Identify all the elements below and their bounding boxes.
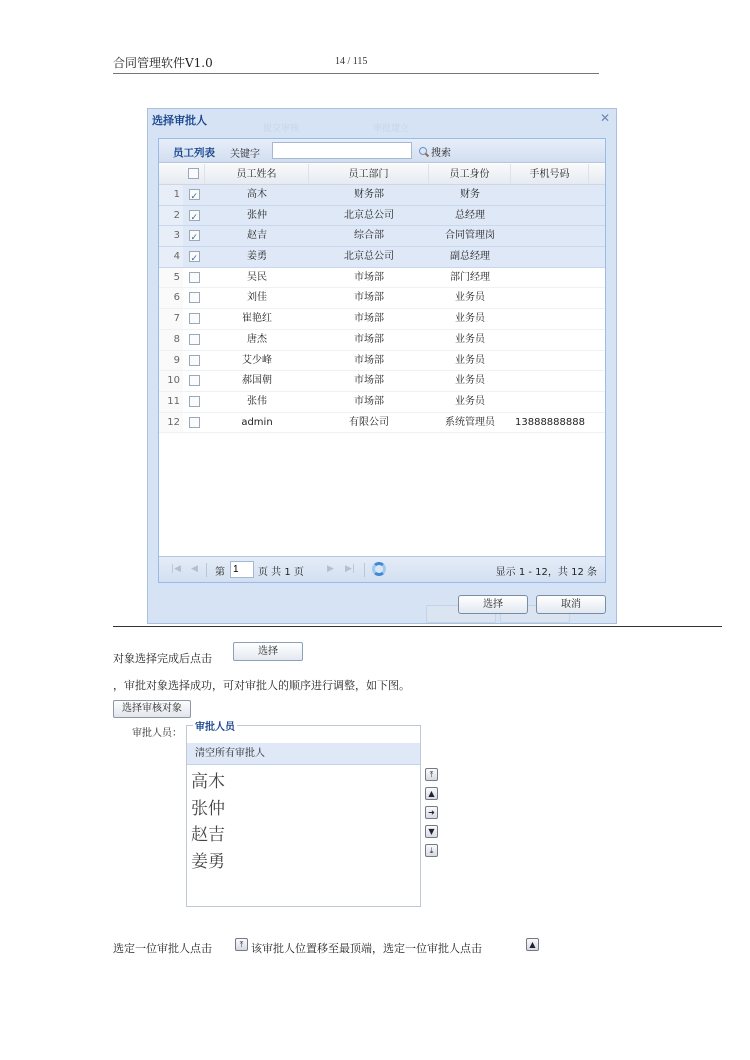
- row-number: 1: [159, 185, 183, 205]
- cell-role: 部门经理: [450, 271, 490, 283]
- select-button[interactable]: 选择: [458, 595, 528, 614]
- pager-divider: [364, 563, 365, 577]
- pager: [159, 556, 605, 582]
- first-page-icon[interactable]: |◀: [171, 564, 181, 574]
- approver-label: 审批人员：: [132, 728, 182, 739]
- cell-dept: 有限公司: [349, 416, 389, 428]
- row-checkbox-cell[interactable]: [183, 330, 205, 350]
- row-checkbox[interactable]: [189, 313, 200, 324]
- cell-dept: 北京总公司: [344, 209, 394, 221]
- cell-name: 赵吉: [247, 230, 267, 242]
- row-checkbox-cell[interactable]: [183, 226, 205, 246]
- row-number: 9: [159, 351, 183, 371]
- row-checkbox[interactable]: [189, 210, 200, 221]
- cell-phone: [511, 247, 589, 267]
- cell-dept: 市场部: [354, 395, 384, 407]
- move-right-icon[interactable]: ➜: [425, 806, 438, 819]
- instruction-line-3b: 该审批人位置移至最顶端，选定一位审批人点击: [251, 942, 482, 955]
- table-row[interactable]: [159, 309, 605, 330]
- row-number: 12: [159, 413, 183, 433]
- row-checkbox[interactable]: [189, 292, 200, 303]
- cell-name: 刘佳: [247, 292, 267, 304]
- row-checkbox[interactable]: [189, 189, 200, 200]
- cell-name: 崔艳红: [242, 313, 272, 325]
- cell-phone: [511, 288, 589, 308]
- row-number: 5: [159, 268, 183, 288]
- move-top-icon: ⤒: [235, 938, 248, 951]
- header-phone[interactable]: 手机号码: [511, 164, 589, 184]
- page-header: [113, 52, 599, 74]
- table-row[interactable]: [159, 371, 605, 392]
- row-checkbox-cell[interactable]: [183, 247, 205, 267]
- select-all-checkbox[interactable]: [188, 168, 199, 179]
- inline-select-button[interactable]: 选择: [233, 642, 303, 661]
- approver-item[interactable]: 高木: [191, 772, 225, 792]
- move-up-icon[interactable]: ▲: [425, 787, 438, 800]
- cell-name: 张伟: [247, 395, 267, 407]
- row-checkbox-cell[interactable]: [183, 351, 205, 371]
- cell-dept: 综合部: [354, 230, 384, 242]
- table-row[interactable]: [159, 288, 605, 309]
- cell-dept: 市场部: [354, 313, 384, 325]
- search-icon: [419, 147, 429, 157]
- document-title: 合同管理软件V1.0: [113, 56, 213, 70]
- approver-fieldset: [186, 722, 421, 907]
- move-bottom-icon[interactable]: ⤓: [425, 844, 438, 857]
- cell-role: 业务员: [455, 354, 485, 366]
- clear-all-approvers[interactable]: 清空所有审批人: [187, 743, 420, 765]
- instruction-line-3a: 选定一位审批人点击: [113, 942, 212, 955]
- cell-name: 张仲: [247, 209, 267, 221]
- table-row[interactable]: [159, 413, 605, 434]
- cell-phone: [511, 371, 589, 391]
- table-row[interactable]: [159, 226, 605, 247]
- order-buttons: [425, 768, 438, 863]
- header-name[interactable]: 员工姓名: [205, 164, 309, 184]
- approver-item[interactable]: 姜勇: [191, 851, 225, 872]
- cell-dept: 市场部: [354, 354, 384, 366]
- table-row[interactable]: [159, 185, 605, 206]
- cell-dept: 北京总公司: [344, 251, 394, 263]
- employee-list-panel: [158, 138, 606, 583]
- page-prefix: 第: [215, 567, 225, 578]
- approver-item[interactable]: 赵吉: [191, 825, 225, 845]
- horizontal-rule: [113, 626, 722, 627]
- cell-name: 郝国朝: [242, 375, 272, 387]
- cell-phone: [511, 226, 589, 246]
- row-number: 4: [159, 247, 183, 267]
- ghost-tab: 审批建立: [373, 124, 410, 134]
- table-row[interactable]: [159, 268, 605, 289]
- page-number: 14 / 115: [335, 56, 368, 67]
- row-checkbox-cell[interactable]: [183, 185, 205, 205]
- keyword-label: 关键字: [230, 149, 260, 160]
- row-checkbox-cell[interactable]: [183, 309, 205, 329]
- row-checkbox-cell[interactable]: [183, 206, 205, 226]
- next-page-icon[interactable]: ▶: [327, 564, 334, 574]
- header-select-all[interactable]: [183, 164, 205, 184]
- cell-phone: [511, 268, 589, 288]
- keyword-input[interactable]: [272, 142, 412, 159]
- cancel-button[interactable]: 取消: [536, 595, 606, 614]
- page-number-input[interactable]: [230, 561, 254, 578]
- row-number: 3: [159, 226, 183, 246]
- header-dept[interactable]: 员工部门: [309, 164, 429, 184]
- row-number: 6: [159, 288, 183, 308]
- cell-phone: [511, 206, 589, 226]
- row-checkbox[interactable]: [189, 417, 200, 428]
- header-spacer: [589, 164, 605, 184]
- cell-role: 业务员: [455, 292, 485, 304]
- cell-role: 业务员: [455, 333, 485, 345]
- row-number: 10: [159, 371, 183, 391]
- row-checkbox[interactable]: [189, 375, 200, 386]
- grid-body: [159, 185, 605, 433]
- row-checkbox[interactable]: [189, 396, 200, 407]
- grid-header: [159, 164, 605, 185]
- row-checkbox-cell[interactable]: [183, 288, 205, 308]
- row-checkbox-cell[interactable]: [183, 413, 205, 433]
- panel-toolbar: [159, 139, 605, 163]
- move-down-icon[interactable]: ▼: [425, 825, 438, 838]
- row-checkbox[interactable]: [189, 355, 200, 366]
- row-checkbox-cell[interactable]: [183, 268, 205, 288]
- cell-phone: [511, 392, 589, 412]
- row-number: 7: [159, 309, 183, 329]
- row-checkbox[interactable]: [189, 251, 200, 262]
- last-page-icon[interactable]: ▶|: [345, 564, 355, 574]
- cell-name: 艾少峰: [242, 354, 272, 366]
- fieldset-legend: 审批人员: [193, 718, 237, 733]
- table-row[interactable]: [159, 351, 605, 372]
- approver-item[interactable]: 张仲: [191, 798, 225, 819]
- ghost-tab: 提交审核: [263, 124, 300, 134]
- cell-name: 唐杰: [247, 333, 267, 345]
- move-up-icon: ▲: [526, 938, 539, 951]
- cell-dept: 市场部: [354, 271, 384, 283]
- row-number: 2: [159, 206, 183, 226]
- approver-list: [191, 769, 225, 875]
- table-row[interactable]: [159, 330, 605, 351]
- dialog-title: 选择审批人: [152, 114, 207, 127]
- row-number: 11: [159, 392, 183, 412]
- select-approver-dialog: [147, 108, 617, 624]
- cell-role: 业务员: [455, 395, 485, 407]
- cell-dept: 市场部: [354, 292, 384, 304]
- cell-dept: 财务部: [354, 189, 384, 200]
- cell-dept: 市场部: [354, 333, 384, 345]
- display-info: 显示 1 - 12，共 12 条: [495, 567, 597, 578]
- cell-name: 高木: [247, 189, 267, 200]
- cell-role: 业务员: [455, 375, 485, 387]
- row-number: 8: [159, 330, 183, 350]
- search-label: 搜索: [431, 148, 451, 159]
- row-checkbox[interactable]: [189, 334, 200, 345]
- cell-name: 姜勇: [247, 251, 267, 263]
- cell-role: 系统管理员: [445, 416, 495, 428]
- cell-role: 总经理: [455, 209, 485, 221]
- cell-phone: [511, 351, 589, 371]
- close-icon[interactable]: ✕: [599, 111, 611, 125]
- pager-divider: [206, 563, 207, 577]
- header-role[interactable]: 员工身份: [429, 164, 511, 184]
- cell-phone: [511, 309, 589, 329]
- table-row[interactable]: [159, 392, 605, 413]
- search-button[interactable]: [419, 144, 451, 159]
- table-row[interactable]: [159, 206, 605, 227]
- choose-reviewer-button[interactable]: 选择审核对象: [113, 700, 191, 718]
- row-checkbox-cell[interactable]: [183, 392, 205, 412]
- panel-title: 员工列表: [173, 147, 215, 159]
- row-checkbox[interactable]: [189, 230, 200, 241]
- cell-phone: [511, 185, 589, 205]
- cell-name: 吴民: [247, 271, 267, 283]
- cell-role: 业务员: [455, 313, 485, 325]
- row-checkbox[interactable]: [189, 272, 200, 283]
- header-rownum: [159, 164, 183, 184]
- prev-page-icon[interactable]: ◀: [191, 564, 198, 574]
- instruction-line-1: 对象选择完成后点击: [113, 652, 212, 665]
- table-row[interactable]: [159, 247, 605, 268]
- cell-role: 副总经理: [450, 251, 490, 263]
- page-suffix: 页 共 1 页: [258, 567, 304, 578]
- refresh-icon[interactable]: [372, 562, 386, 576]
- cell-name: admin: [241, 416, 273, 428]
- cell-role: 合同管理岗: [445, 230, 495, 242]
- instruction-line-2: ，审批对象选择成功，可对审批人的顺序进行调整，如下图。: [113, 679, 410, 692]
- cell-role: 财务: [460, 189, 480, 200]
- employee-grid: [159, 164, 605, 433]
- cell-dept: 市场部: [354, 375, 384, 387]
- row-checkbox-cell[interactable]: [183, 371, 205, 391]
- cell-phone: 13888888888: [515, 416, 585, 428]
- cell-phone: [511, 330, 589, 350]
- move-top-icon[interactable]: ⤒: [425, 768, 438, 781]
